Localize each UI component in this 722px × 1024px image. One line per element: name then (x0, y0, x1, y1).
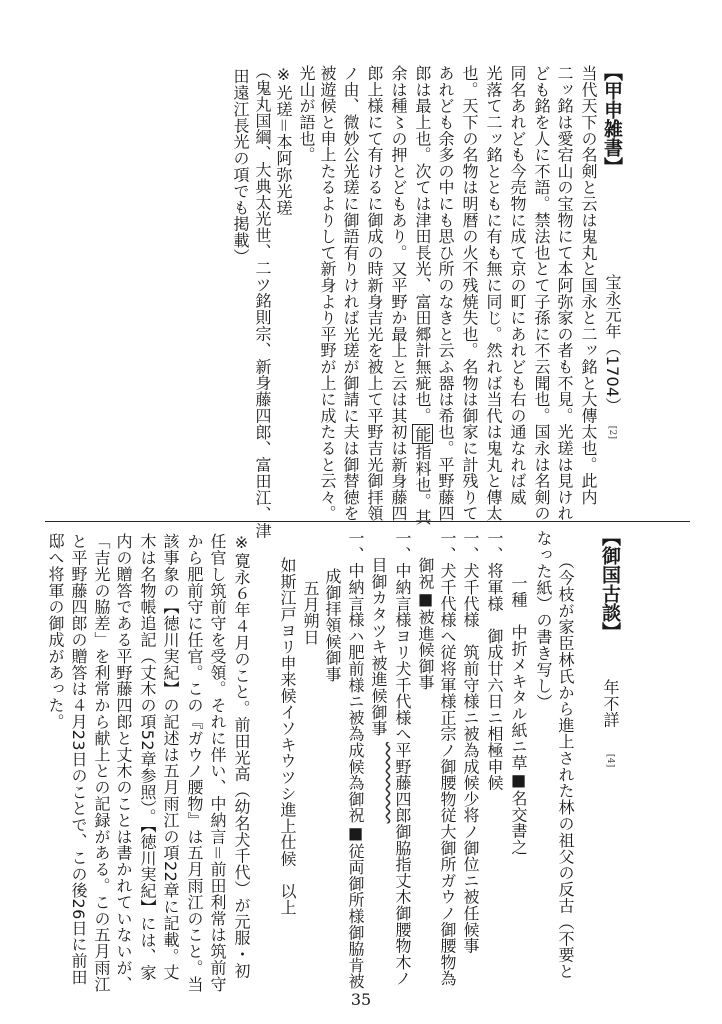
text-line: 目御カタツキ被進候御事 (369, 557, 388, 737)
text-line: 当代天下の名剣と云は鬼丸と国永と二ッ銘と大傳太也。此内 (579, 65, 598, 506)
note-line: 田遠江長光の項でも掲載） (231, 68, 250, 265)
text-line-with-wavy-underline (390, 530, 414, 986)
boxed-character: 能 (413, 425, 432, 442)
text-line: 郎上様にて有けるに御成の時新身吉光を被上て平野吉光御拝領 (365, 65, 384, 522)
section-date: 宝永元年（1704） (603, 274, 622, 414)
text-line: 御祝■被進候御事 (416, 557, 435, 691)
text-line: 一、犬千代様へ従将軍様正宗ノ御腰物従大御所ガウノ御腰物為 (438, 530, 457, 987)
note-line: から肥前守に任官。この『ガウノ腰物』は五月雨江のこと。当 (185, 533, 204, 993)
page-number: 35 (350, 990, 372, 1009)
text-line: 一、将軍様 御成廿六日ニ相極申候 (485, 530, 504, 791)
note-line: 任官し筑前守を受領。それに伴い、中納言＝前田利常は筑前守 (208, 533, 227, 993)
subtitle-line: なった紙）の書き写し） (534, 530, 553, 711)
text-line: 光落て二ッ銘とともに有も無に同じ。然れば当代は鬼丸と傳太 (484, 65, 503, 522)
note-line: ※光瑳＝本阿弥光瑳 (274, 65, 293, 216)
text-line: 二ッ銘は愛宕山の宝物にて本阿弥家の者も不見。光瑳は見けれ (555, 65, 574, 522)
text-segment: 指料也。其 (413, 443, 432, 526)
text-segment: 一、中納言様ヨリ犬千代様へ (393, 530, 412, 742)
text-line: 同名あれども今売物に成て京の町にあれども右の通なれば威 (508, 65, 527, 506)
text-line: 也。天下の名物は明暦の火不残焼失也。名物は御家に計残りて (460, 65, 479, 522)
text-line: 被遊候と申上たるよりして新身より平野が上に成たると云々。 (318, 65, 337, 522)
text-line-with-box (410, 65, 434, 525)
text-line: 光山が語也。 (297, 65, 316, 163)
section-title-column (598, 527, 622, 768)
text-line: 成御拝領候御事 (323, 568, 342, 683)
note-line: （鬼丸国綱、大典太光世、二ツ銘則宗、新身藤四郎、富田江、津 (253, 63, 272, 539)
text-segment: 御脇指丈木御腰物木ノ (393, 823, 412, 987)
section-title-column (600, 62, 624, 439)
text-line: ども銘を人に不語。禁法也とて子孫に不云聞也。国永は名剣の (532, 65, 551, 522)
text-line: ノ由、微妙公光瑳に御語有りければ光瑳が御請に夫は御替徳を (341, 65, 360, 522)
text-line: あれども余多の中にも思ひ所のなきと云ふ器は希也。平野藤四 (436, 65, 455, 522)
section-title: 【甲申雑書】 (601, 62, 623, 176)
note-line: 該事象の【徳川実紀】の記述は五月雨江の項22章に記載。丈 (161, 533, 180, 981)
note-line: 邸へ将軍の御成があった。 (46, 533, 65, 730)
text-line: 余は種〻の押とどもあり。又平野か最上と云は其初は新身藤四 (389, 65, 408, 522)
text-line: 一、中納言様ハ肥前様ニ被為成候為御祝■従両御所様御脇肯被 (346, 530, 365, 990)
wavy-underlined-name: 平野藤四郎 (393, 741, 412, 824)
section-divider (45, 521, 690, 522)
reference-marker: [4] (605, 753, 615, 768)
text-line: 一、犬千代様 筑前守様ニ被為成候少将ノ御位ニ被任候事 (461, 530, 480, 954)
reference-marker: [2] (607, 425, 617, 440)
section-title: 【御国古談】 (599, 527, 621, 641)
note-line: 内の贈答である平野藤四郎と丈木のことは書かれていないが、 (114, 533, 133, 993)
text-line: 一種 中折メキタル紙ニ草■名交書之 (509, 575, 528, 856)
section-date: 年不詳 (601, 679, 620, 728)
subtitle-line: （今枝が家臣林氏から進上された林の祖父の反古（不要と (556, 553, 575, 980)
date-line: 五月朔日 (301, 580, 320, 646)
note-line: と平野藤四郎の贈答は４月23日のことで、この後26日に前田 (69, 533, 88, 986)
text-segment: 郎は最上也。次ては津田長光、富田郷計無疵也。 (413, 65, 432, 424)
note-line: 木は名物帳追記（丈木の項52章参照）。【徳川実紀】には、家 (138, 533, 157, 981)
note-line: ※寛永６年４月のこと。前田光高（幼名犬千代）が元服・初 (232, 533, 251, 979)
text-line: 如斯江戸ヨリ申来候イソキウツシ進上仕候 以上 (278, 557, 297, 916)
note-line: 「吉光の脇差」を利常から献上との記録がある。この五月雨江 (92, 533, 111, 993)
